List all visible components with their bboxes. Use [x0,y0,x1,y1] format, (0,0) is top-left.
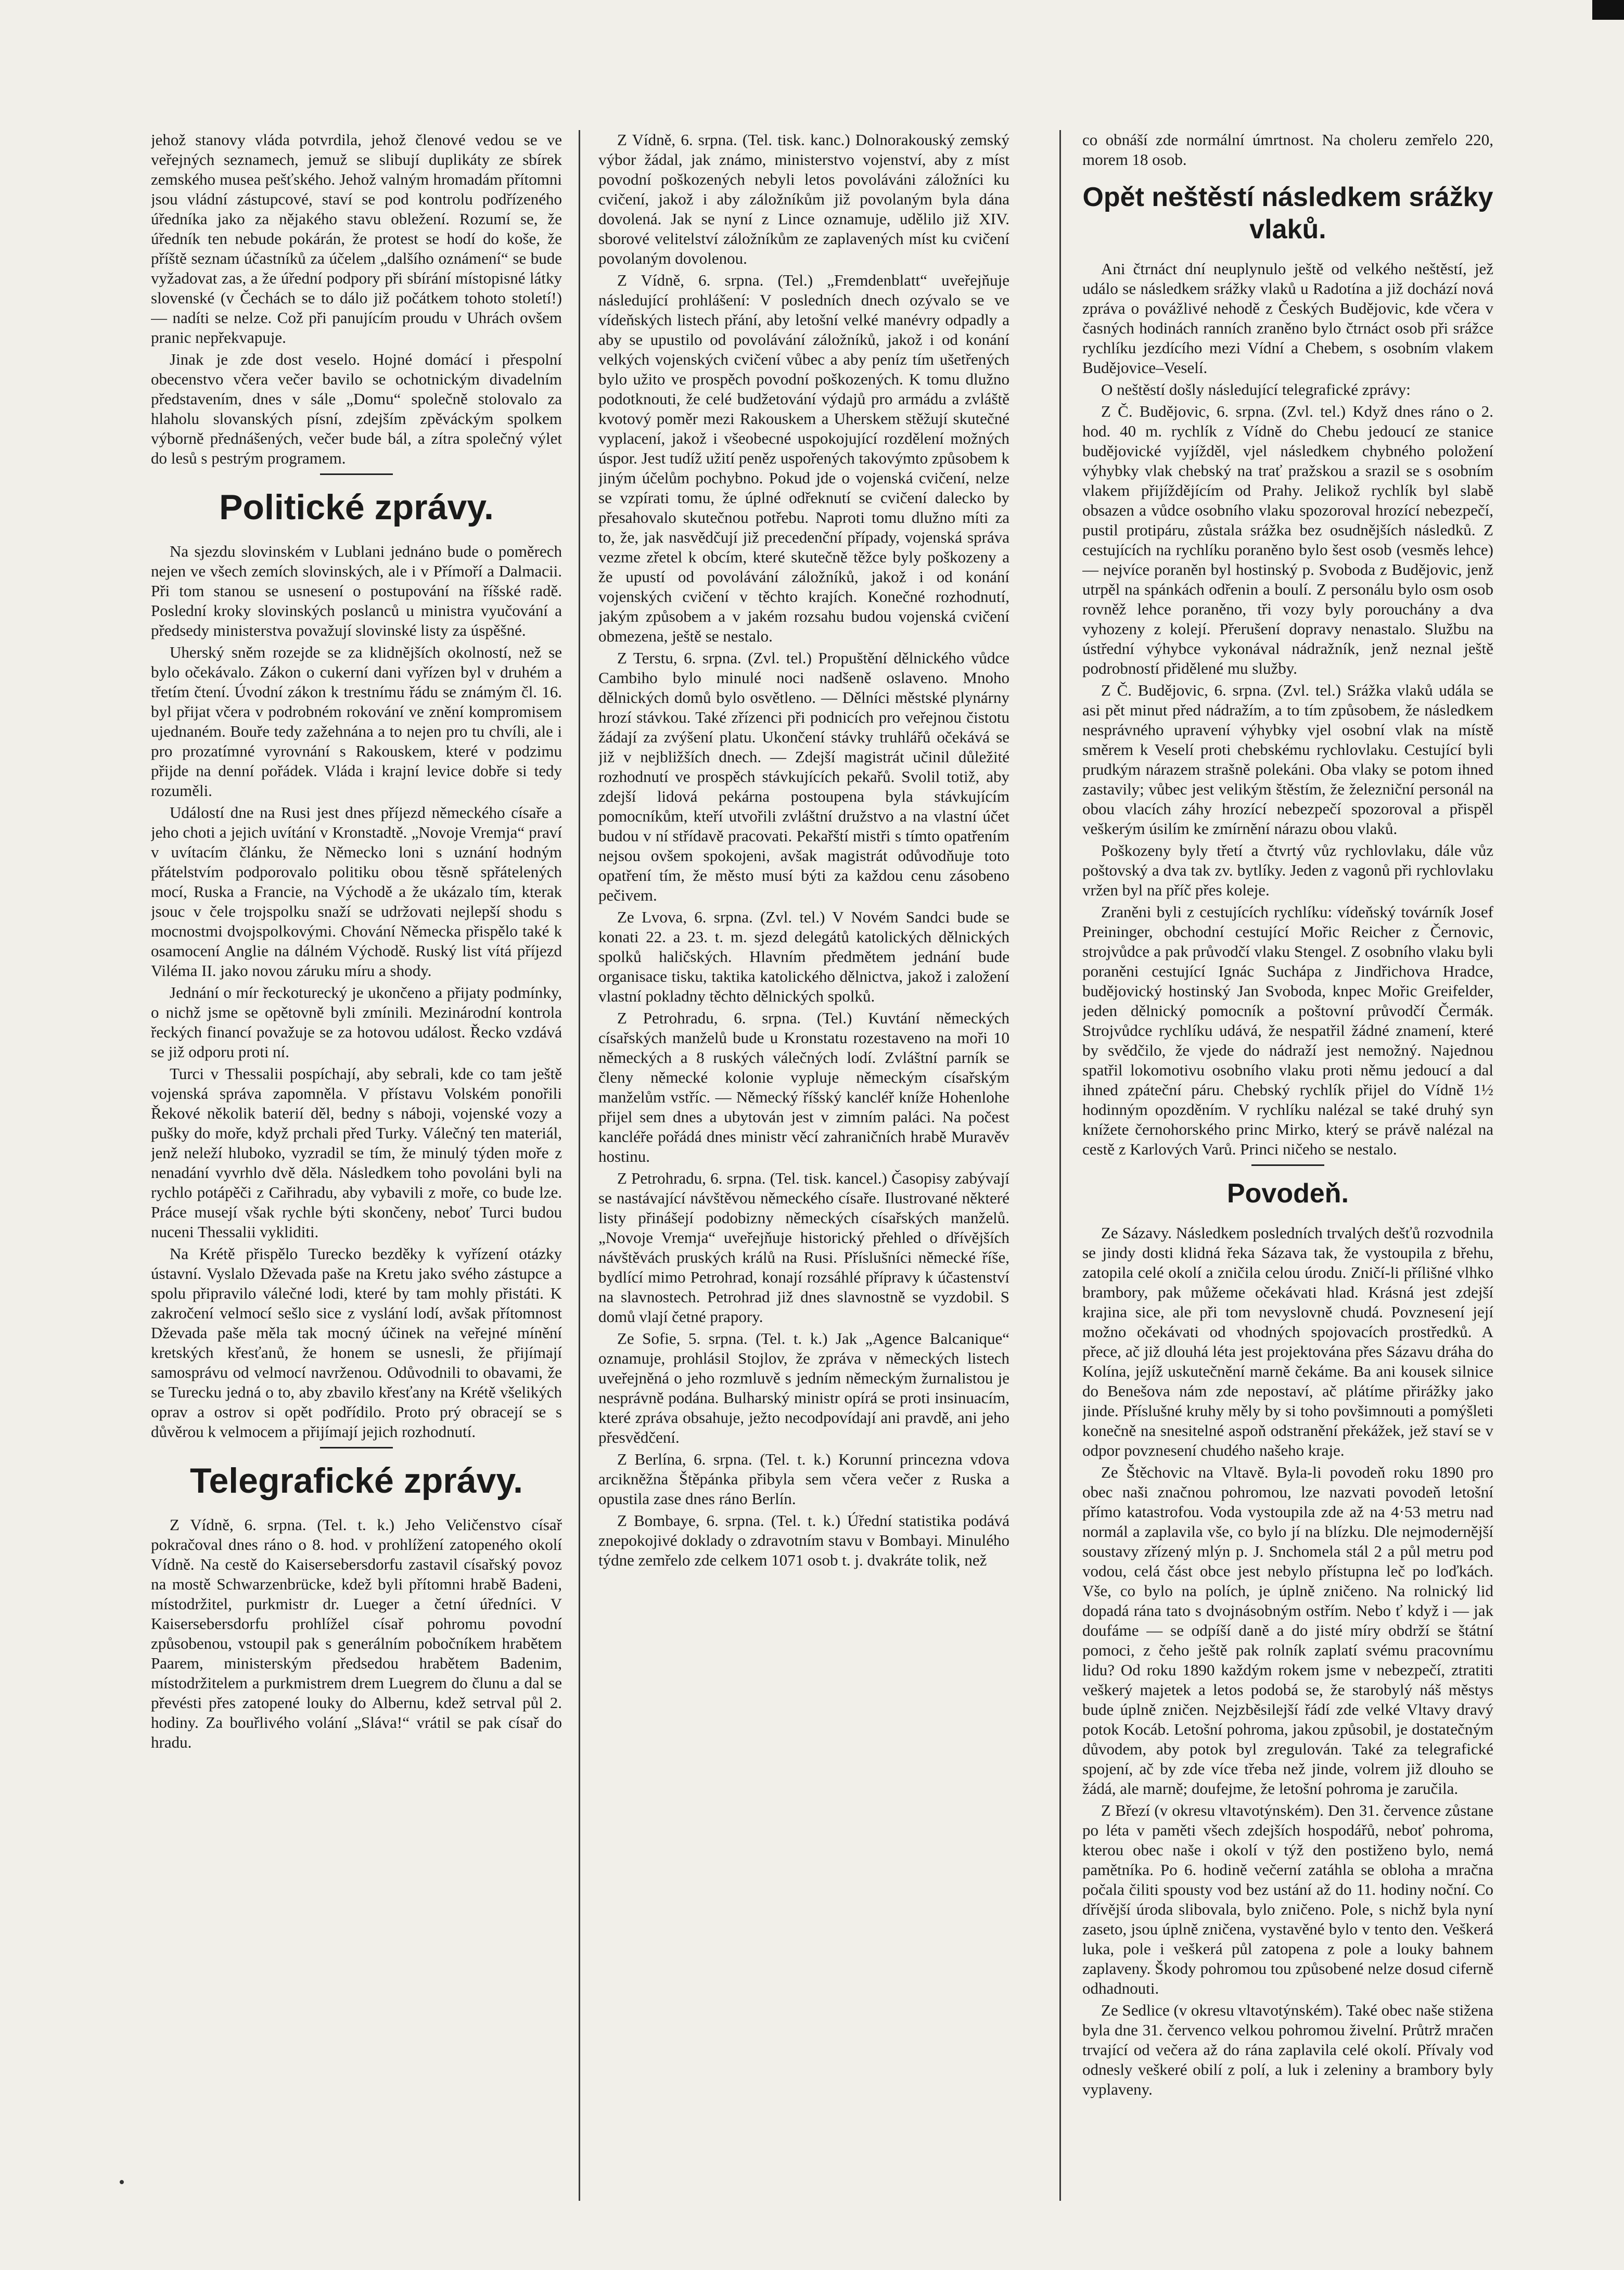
article-paragraph: Z Č. Budějovic, 6. srpna. (Zvl. tel.) Když dnes ráno o 2. hod. 40 m. rychlík z Vídně do Chebu jedoucí ze stanice budějovické vyjížděl, vjel následkem chybného položení výhybky vlak chebský na trať pražskou a srazil se s osobním vlakem přijíždějícím od Prahy. Jelikož rychlík byl slabě obsazen a vůdce osobního vlaku spozoroval hrozící nebezpečí, pustil protipáru, zůstala srážka bez osudnějších následků. Z cestujících na rychlíku poraněno bylo šest osob (vesměs lehce) — nejvíce poraněn byl hostinský p. Svoboda z Budějovic, jenž utrpěl na spánkách odřenin a boulí. Z personálu bylo osm osob rovněž lehce poraněno, tři vozy byly porouchány a dva vyhozeny z kolejí. Přerušení dopravy nenastalo. Službu na ústřední výhybce vykonával nádražník, jenž neznal ještě podrobností přidělené mu služby. [1082,402,1493,677]
article-paragraph: Z Vídně, 6. srpna. (Tel.) „Fremdenblatt“ uveřejňuje následující prohlášení: V posledních dnech ozývalo se ve vídeňských listech přání, aby letošní velké manévry odpadly a aby se upustilo od povolávání záložníků, jakož i od konání velkých vojenských cvičení vůbec a aby peníz tím ušetřených bylo užito ve prospěch povodní poškozených. K tomu dlužno podotknouti, že celé budžetování výdajů pro armádu a zvláště kvotový poměr mezi Rakouskem a Uherskem stěžují skutečné vyplacení, jakož i všeobecné uspokojující rozdělení možných úspor. Jest tudíž užití peněz uspořených takovýmto způsobem k jiným účelům pochybno. Pokud jde o vojenská cvičení, nelze se vzpírati tomu, že úplné odřeknutí se cvičení dalecko by přesahovalo skutečnou potřebu. Naproti tomu dlužno míti za to, že, jak nasvědčují již precedenční případy, vojenská správa vezme zřetel k obcím, které skutečně těžce byly poškozeny a že upustí od povolávání záložníků, jakož i od konání vojenských cvičení v těchto krajích. Konečné rozhodnutí, jakým způsobem a v jakém rozsahu budou vojenská cvičení obmezena, ještě se nestalo. [598,271,1009,645]
article-paragraph: Uherský sněm rozejde se za klidnějších okolností, než se bylo očekávalo. Zákon o cukerní dani vyřízen byl v druhém a třetím čtení. Úvodní zákon k trestnímu řádu se známým čl. 16. byl přijat včera v podrobném rokování ve znění kompromisem ujednaném. Bouře tedy zažehnána a to nejen pro tu chvíli, ale i pro prozatímné vyrovnání s Rakouskem, které v podzimu přijde na denní pořádek. Vláda i krajní levice dobře si tedy rozuměli. [151,643,562,800]
article-paragraph: Zraněni byli z cestujících rychlíku: vídeňský továrník Josef Preininger, obchodní cestující Mořic Reicher z Černovic, strojvůdce a pak průvodčí vlaku Stengel. Z osobního vlaku byli poraněni cestující Ignác Suchápa z Jindřichova Hradce, budějovický hostinský Jan Svoboda, knpec Mořic Greifelder, jeden dělnický pomocník a poštovní průvodčí Čermák. Strojvůdce rychlíku udává, že nespatřil žádné znamení, které by svědčilo, že vjede do nádraží jest nemožný. Najednou spatřil lokomotivu osobního vlaku proti němu jedoucí a dal ihned zpáteční páru. Chebský rychlík přijel do Vídně 1½ hodinným opozděním. V rychlíku nalézal se také druhý syn knížete černohorského princ Mirko, který se právě nalézal na cestě z Karlových Varů. Princi ničeho se nestalo. [1082,903,1493,1158]
section-separator [320,473,393,475]
article-paragraph: Na Krétě přispělo Turecko bezděky k vyřízení otázky ústavní. Vyslalo Dževada paše na Kretu jako svého zástupce a spolu připravilo válečné lodi, které by tam mohly přistáti. K zakročení velmocí sešlo sice z vyslání lodí, avšak přítomnost Dževada paše měla tak mocný účinek na veřejné mínění kretských křesťanů, že honem se usnesli, že přijímají samosprávu od velmocí navrženou. Odůvodnili to obavami, že se Turecku jedná o to, aby zbavilo křesťany na Krétě všelikých oprav a ostrov si opět podřídilo. Proto prý obracejí se s důvěrou k velmocem a přijímají jejich rozhodnutí. [151,1245,562,1441]
column-2 [598,130,1009,2201]
article-paragraph: Ze Sofie, 5. srpna. (Tel. t. k.) Jak „Agence Balcanique“ oznamuje, prohlásil Stojlov, že zpráva v německých listech uveřejněná o jeho rozmluvě s jedním německým žurnalistou je nesprávně podána. Bulharský ministr opírá se proti insinuacím, které zpráva obsahuje, ježto necodpovídají ani pravdě, ani jeho přesvědčení. [598,1329,1009,1446]
article-paragraph: Jednání o mír řeckoturecký je ukončeno a přijaty podmínky, o nichž jsme se opětovně byli zmínili. Mezinárodní kontrola řeckých financí považuje se za hotovou událost. Řecko vzdává se již odporu proti ní. [151,983,562,1061]
article-paragraph: Ze Štěchovic na Vltavě. Byla-li povodeň roku 1890 pro obec naši značnou pohromou, lze nazvati povodeň letošní přímo katastrofou. Voda vystoupila zde až na 4·53 metru nad normál a zaplavila vše, co bylo jí na blízku. Dle nejmodernější soustavy zřízený mlýn p. J. Snchomela stál 2 a půl metru pod vodou, celá část obce jest nebylo přístupna leč po loďkách. Vše, co bylo na polích, je úplně zničeno. Na rolnický lid dopadá rána tato s dvojnásobným ostřím. Nebo ť když i — jak doufáme — se odpíší daně a do jisté míry obdrží se štátní pomoci, z čeho ještě pak rolník zaplatí svému pracovnímu lidu? Od roku 1890 každým rokem jsme v nebezpečí, ztratiti veškerý majetek a letos podobá se, že starobylý náš městys bude úplně zničen. Nejzběsilejší řádí zde velké Vltavy dravý potok Kocáb. Letošní pohroma, jakou způsobil, je dostatečným důvodem, aby potok byl zregulován. Také za telegrafické spojení, ač by zde více třeba než jinde, volrem již dlouho se žádá, ale marně; doufejme, že letošní pohroma je zaručila. [1082,1463,1493,1798]
article-paragraph: Z Vídně, 6. srpna. (Tel. t. k.) Jeho Veličenstvo císař pokračoval dnes ráno o 8. hod. v prohlížení zatopeného okolí Vídně. Na cestě do Kaisersebersdorfu zastavil císařský povoz na mostě Schwarzenbrücke, kdež byli přítomni hrabě Badeni, místodržitel, purkmistr dr. Lueger a četní úředníci. V Kaisersebersdorfu prohlížel císař pohromu povodní způsobenou, vstoupil pak s generálním pobočníkem hrabětem Paarem, ministerským předsedou hrabětem Badenim, místodržitelem a purkmistrem drem Luegrem do člunu a dal se převésti přes zatopené louky do Albernu, kdež setrval půl 2. hodiny. Za bouřlivého volání „Sláva!“ vrátil se pak císař do hradu. [151,1516,562,1751]
section-heading-telegraph: Telegrafické zprávy. [189,1461,523,1500]
column-1 [151,130,562,2201]
section-heading-politics: Politické zprávy. [219,488,494,527]
ink-dot [120,2180,124,2184]
article-paragraph: Poškozeny byly třetí a čtvrtý vůz rychlovlaku, dále vůz poštovský a dva tak zv. bytlíky. Jeden z vagonů při rychlovlaku vržen byl na příč přes koleje. [1082,841,1493,899]
article-paragraph: O neštěstí došly následující telegrafické zprávy: [1101,380,1411,399]
article-paragraph: Z Petrohradu, 6. srpna. (Tel. tisk. kancel.) Časopisy zabývají se nastávající návštěvou německého císaře. Ilustrované některé listy přinášejí podobizny německých císařských manželů. „Novoje Vremja“ uveřejňuje historický přehled o dřívějších návštěvách pruských králů na Rusi. Příslušníci německé říše, bydlící mimo Petrohrad, konají rozsáhlé přípravy k účastenství na slavnostech. Petrohrad již dnes slavnostně se vyzdobil. S domů vlají četné prapory. [598,1169,1009,1326]
section-heading-train-accident: Opět neštěstí následkem srážky vlaků. [1082,182,1493,245]
article-paragraph: Ze Sedlice (v okresu vltavotýnském). Také obec naše stižena byla dne 31. červenco velkou pohromou živelní. Průtrž mračen trvající od večera až do rána zaplavila celé okolí. Přívaly vod odnesly veškeré obilí z polí, a luk i zeleniny a brambory byly vyplaveny. [1082,2001,1493,2098]
article-paragraph: Ani čtrnáct dní neuplynulo ještě od velkého neštěstí, jež událo se následkem srážky vlaků u Radotína a již dochází nová zpráva o povážlivé nehodě z Českých Budějovic, kde včera v časných hodinách ranních zraněno bylo čtrnáct osob při srážce rychlíku jezdícího mezi Vídní a Chebem, s osobním vlakem Budějovice–Veselí. [1082,260,1493,377]
article-paragraph: Z Petrohradu, 6. srpna. (Tel.) Kuvtání německých císařských manželů bude u Kronstatu rozestaveno na moři 10 německých a 8 ruských válečných lodí. Zvláštní parník se členy německé kolonie vypluje německým císařským manželům vstříc. — Německý říšský kancléř kníže Hohenlohe přijel sem dnes a ubytován jest v zimním paláci. Na počest kancléře pořádá dnes ministr věcí zahraničních hrabě Muravěv hostinu. [598,1009,1009,1165]
column-rule [579,130,580,2201]
article-paragraph: Na sjezdu slovinském v Lublani jednáno bude o poměrech nejen ve všech zemích slovinských, ale i v Přímoří a Dalmacii. Při tom stanou se usnesení o postupování na říšské radě. Poslední kroky slovinských poslanců u ministra vyučování a předsedy ministerstva považují slovinské listy za úspěšné. [151,542,562,639]
article-paragraph: Z Berlína, 6. srpna. (Tel. t. k.) Korunní princezna vdova arcikněžna Štěpánka přibyla sem včera večer z Ruska a opustila zase dnes ráno Berlín. [598,1450,1009,1508]
article-paragraph: Turci v Thessalii pospíchají, aby sebrali, kde co tam ještě vojenská správa zapomněla. V přístavu Volském ponořili Řekové několik baterií děl, bedny s náboji, vojenské vozy a pušky do moře, když prchali před Turky. Válečný ten materiál, jenž neleží hluboko, vyzradil se tím, že minulý týden moře z nenadání vyvrhlo dvě děla. Následkem toho povoláni byli na rychlo potápěči z Cařihradu, aby vybavili z moře, co bude lze. Práce musejí však rychle býti skončeny, neboť Turci budou nuceni Thessalii vykliditi. [151,1065,562,1241]
article-paragraph: Z Bombaye, 6. srpna. (Tel. t. k.) Úřední statistika podává znepokojivé doklady o zdravotním stavu v Bombayi. Minulého týdne zemřelo zde celkem 1071 osob t. j. dvakráte tolik, než [598,1511,1009,1569]
page-edge-mark [1592,0,1624,20]
section-heading-flood: Povodeň. [1226,1178,1349,1209]
newspaper-page [130,130,1535,2201]
article-paragraph: jehož stanovy vláda potvrdila, jehož členové vedou se ve veřejných seznamech, jemuž se slibují duplikáty ze sbírek zemského musea pešťského. Jehož valným hromadám přítomni jsou vládní zástupcové, staví se pod kontrolu podřízeného úředníka jako za nějakého stavu obležení. Rozumí se, že úředník ten nebude pokárán, že protest se hodí do koše, že příště seznam účastníků za účelem „dalšího oznámení“ se bude vyžadovat zas, a že úřední podpory při sbírání místopisné látky slovenské (v Čechách se to dálo již počátkem tohoto století!) — nadíti se nelze. Což při panujícím proudu v Uhrách ovšem pranic nepřekvapuje. [151,131,562,347]
article-paragraph: co obnáší zde normální úmrtnost. Na choleru zemřelo 220, morem 18 osob. [1082,131,1493,169]
article-paragraph: Z Vídně, 6. srpna. (Tel. tisk. kanc.) Dolnorakouský zemský výbor žádal, jak známo, ministerstvo vojenství, aby z míst povodní poškozených nebyli letos povoláváni záložníci ku cvičení, jakož i aby záložníkům již povolaným byla dána dovolená. Jak se nyní z Lince oznamuje, udělilo již XIV. sborové velitelství záložníkům ze zaplavených míst ku cvičení povolaným dovolenou. [598,131,1009,267]
column-rule [1059,130,1061,2201]
article-paragraph: Událostí dne na Rusi jest dnes příjezd německého císaře a jeho choti a jejich uvítání v Kronstadtě. „Novoje Vremja“ praví v uvítacím článku, že Německo loni s uznání hodným přátelstvím podporovalo politiku obou těsně spřátelených mocí, Ruska a Francie, na Východě a že ukázalo tím, kterak jsouc v čele trojspolku snaží se udržovati nejlepší shodu s mocnostmi dvojspolkovými. Chování Německa přispělo také k osamocení Anglie na dálném Východě. Ruský list vítá příjezd Viléma II. jako novou záruku míru a shody. [151,803,562,980]
article-paragraph: Z Březí (v okresu vltavotýnském). Den 31. července zůstane po léta v paměti všech zdejších hospodářů, neboť pohroma, kterou obec naše i okolí v týž den postiženo bylo, nemá pamětníka. Po 6. hodině večerní zatáhla se obloha a mračna počala čiliti spousty vod bez ustání až do 11. hodiny noční. Co dřívější úroda slibovala, bylo zničeno. Pole, s nichž byla nyní zaseto, jsou úplně zničena, vystavěné bylo v tento den. Veškerá luka, pole i veškerá půl zatopena z pole a louky bahnem zaplaveny. Škody pohromou tou způsobené nelze dosud ciferně odhadnouti. [1082,1801,1493,1997]
article-paragraph: Jinak je zde dost veselo. Hojné domácí i přespolní obecenstvo včera večer bavilo se ochotnickým divadelním představením, dnes v sále „Domu“ společně stolovalo za hlaholu slovanských písní, zdejším zpěváckým spolkem výborně přednášených, večer bude bál, a zítra společný výlet do lesů s pestrým programem. [151,350,562,467]
article-paragraph: Z Terstu, 6. srpna. (Zvl. tel.) Propuštění dělnického vůdce Cambiho bylo minulé noci nadšeně oslaveno. Mnoho dělnických domů bylo osvětleno. — Dělníci městské plynárny hrozí stávkou. Také zřízenci při podnicích pro veřejnou čistotu žádají za zvýšení platu. Ukončení stávky truhlářů očekává se již v nejbližších dnech. — Zdejší magistrát učinil důležité rozhodnutí ve prospěch stávkujících pekařů. Svolil totiž, aby zdejší lidová pekárna postoupena byla stávkujícím pomocníkům, kteří utvořili zvláštní družstvo a na vlastní účet budou v ní střídavě pracovati. Pekařští mistři s tímto opatřením nejsou ovšem spokojeni, avšak magistrát odůvodňuje toto opatření tím, že město musí býti za každou cenu zásobeno pečivem. [598,649,1009,904]
section-separator [320,1447,393,1448]
article-paragraph: Ze Lvova, 6. srpna. (Zvl. tel.) V Novém Sandci bude se konati 22. a 23. t. m. sjezd delegátů katolických dělnických spolků haličských. Hlavním předmětem jednání bude organisace tisku, taktika katolického dělnictva, jakož i založení vlastní pokladny těchto dělnických spolků. [598,908,1009,1005]
article-paragraph: Ze Sázavy. Následkem posledních trvalých dešťů rozvodnila se jindy dosti klidná řeka Sázava tak, že vystoupila z břehu, zatopila celé okolí a zničila celou úrodu. Zničí-li přílišné vlhko brambory, pak můžeme očekávati hlad. Krásná jest zdejší krajina sice, ale při tom nevyslovně chudá. Povznesení její možno očekávati od vhodných spojovacích prostředků. A přece, ač již dlouhá léta jest projektována přes Sázavu dráha do Kolína, jejíž uskutečnění marně čekáme. Ba ani kousek silnice do Benešova nám zde nepostaví, ač plátíme přirážky jako jinde. Příslušné kruhy měly by si toho povšimnouti a pomýšleti konečně na snesitelné aspoň odstranění překážek, jež staví se v odpor povznesení chudého našeho kraje. [1082,1224,1493,1459]
section-separator [1251,1164,1324,1166]
article-paragraph: Z Č. Budějovic, 6. srpna. (Zvl. tel.) Srážka vlaků udála se asi pět minut před nádražím, a to tím způsobem, že následkem nesprávného upravení výhybky vjel osobní vlak na místě směrem k Veselí proti chebskému rychlovlaku. Cestující byli prudkým nárazem strašně polekáni. Oba vlaky se potom ihned zastavily; vůbec jest velikým štěstím, že železniční personál na obou vlacích záhy hrozící nebezpečí spozoroval a přispěl veškerým úsilím ke zmírnění nárazu obou vlaků. [1082,681,1493,838]
column-3 [1082,130,1493,2201]
